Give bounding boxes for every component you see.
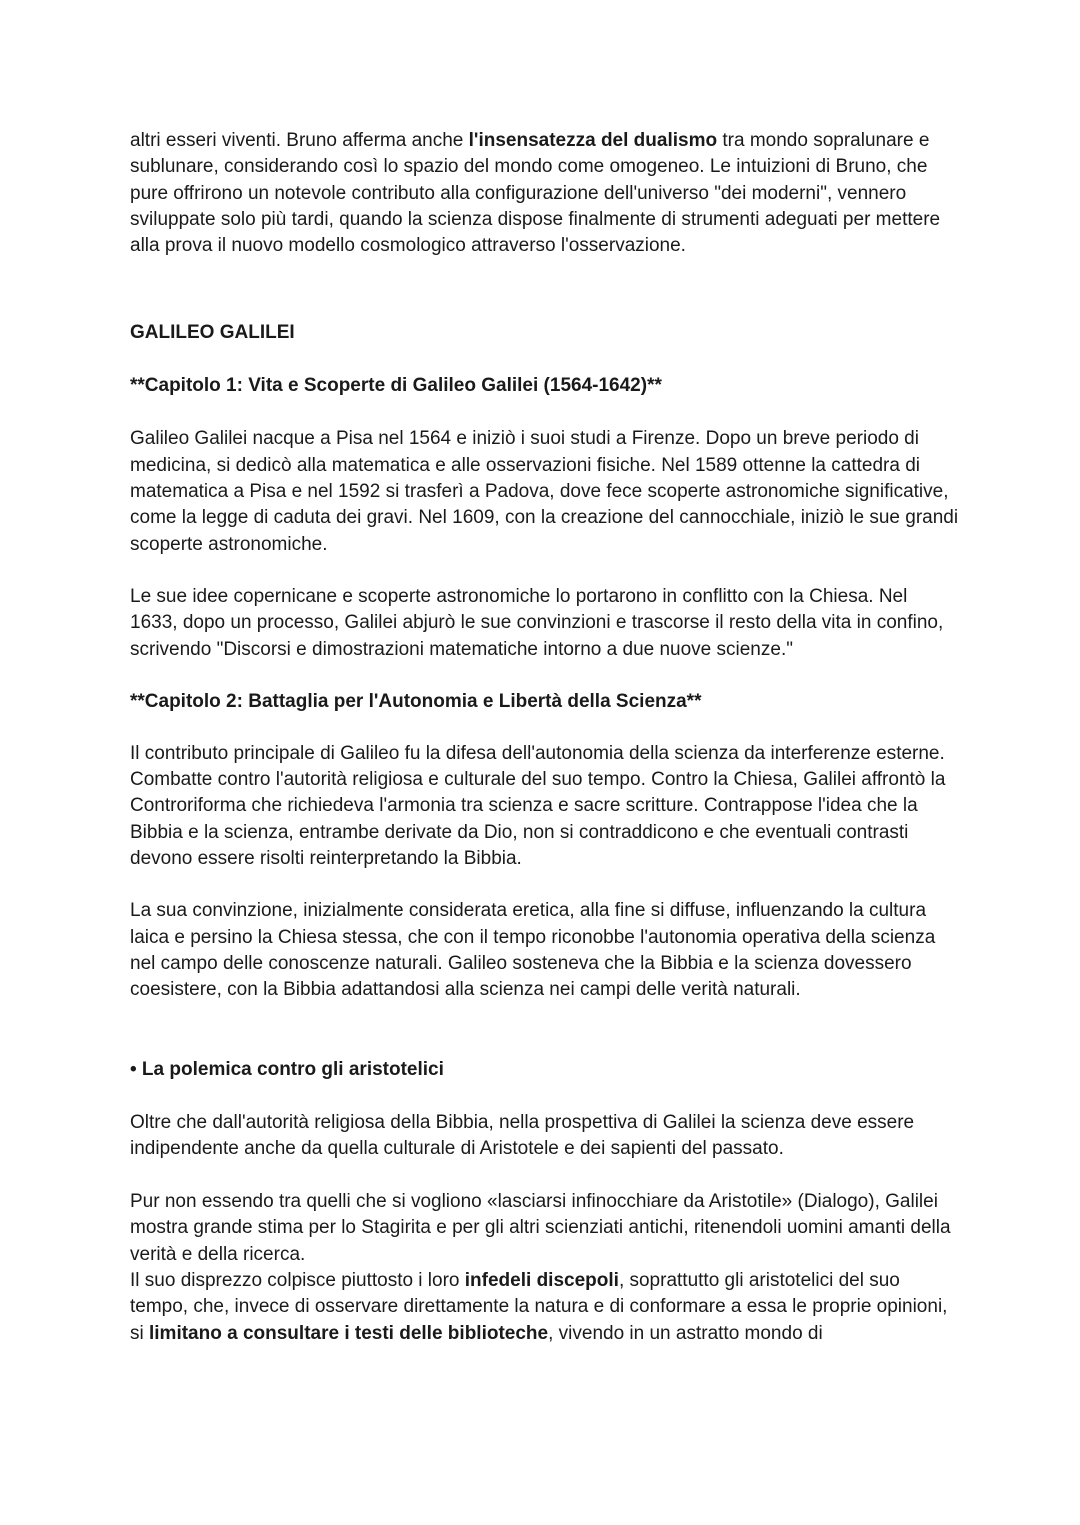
chapter-2-title: **Capitolo 2: Battaglia per l'Autonomia e Libertà della Scienza** bbox=[130, 690, 702, 712]
bruno-text-2: tra mondo sopralunare e sublunare, considerando così lo spazio del mondo come omogeneo. Le intuizioni di Bruno, che pure offrirono un notevole contributo alla configurazione dell'universo "dei moderni", vennero sviluppate solo più tardi, quando la scienza dispose finalmente di strumenti adeguati per mettere alla prova il nuovo modello cosmologico attraverso l'osservazione. bbox=[130, 130, 941, 257]
polemica-bold-infedeli: infedeli discepoli bbox=[464, 1270, 619, 1292]
bruno-paragraph bbox=[130, 128, 960, 259]
polemica-title: • La polemica contro gli aristotelici bbox=[130, 1058, 444, 1080]
polemica-text-1: Il suo disprezzo colpisce piuttosto i loro bbox=[130, 1270, 465, 1292]
polemica-text-2: , soprattutto gli aristotelici del suo tempo, che, invece di osservare direttamente la natura e di conformare a essa le proprie opinioni, si bbox=[130, 1270, 948, 1344]
bruno-bold-dualismo: l'insensatezza del dualismo bbox=[468, 130, 718, 151]
polemica-paragraph-2: Pur non essendo tra quelli che si vogliono «lasciarsi infinocchiare da Aristotile» (Dialogo), Galilei mostra grande stima per lo Stagirita e per gli altri scienziati antichi, ritenendoli uomini amanti della verità e della ricerca. bbox=[130, 1191, 951, 1265]
polemica-paragraph-1: Oltre che dall'autorità religiosa della Bibbia, nella prospettiva di Galilei la scienza deve essere indipendente anche da quella culturale di Aristotele e dei sapienti del passato. bbox=[130, 1111, 915, 1159]
polemica-text-3: , vivendo in un astratto mondo di bbox=[548, 1322, 823, 1344]
chapter-1-paragraph-1: Galileo Galilei nacque a Pisa nel 1564 e iniziò i suoi studi a Firenze. Dopo un breve periodo di medicina, si dedicò alla matematica e alle osservazioni fisiche. Nel 1589 ottenne la cattedra di matematica a Pisa e nel 1592 si trasferì a Padova, dove fece scoperte astronomiche significative, come la legge di caduta dei gravi. Nel 1609, con la creazione del cannocchiale, iniziò le sue grandi scoperte astronomiche. bbox=[130, 428, 959, 555]
polemica-paragraph-3 bbox=[130, 1268, 960, 1347]
chapter-1-title: **Capitolo 1: Vita e Scoperte di Galileo Galilei (1564-1642)** bbox=[130, 375, 662, 397]
chapter-1-paragraph-2: Le sue idee copernicane e scoperte astronomiche lo portarono in conflitto con la Chiesa. Nel 1633, dopo un processo, Galilei abjurò le sue convinzioni e trascorse il resto della vita in confino, scrivendo "Discorsi e dimostrazioni matematiche intorno a due nuove scienze." bbox=[130, 585, 944, 660]
document-page bbox=[130, 128, 960, 1347]
polemica-bold-biblioteche: limitano a consultare i testi delle biblioteche bbox=[149, 1322, 549, 1344]
chapter-2-paragraph-1: Il contributo principale di Galileo fu la difesa dell'autonomia della scienza da interferenze esterne. Combatte contro l'autorità religiosa e culturale del suo tempo. Contro la Chiesa, Galilei affrontò la Controriforma che richiedeva l'armonia tra scienza e sacre scritture. Contrappose l'idea che la Bibbia e la scienza, entrambe derivate da Dio, non si contraddicono e che eventuali contrasti devono essere risolti reinterpretando la Bibbia. bbox=[130, 742, 946, 870]
chapter-2-paragraph-2: La sua convinzione, inizialmente considerata eretica, alla fine si diffuse, influenzando la cultura laica e persino la Chiesa stessa, che con il tempo riconobbe l'autonomia operativa della scienza nel campo delle conoscenze naturali. Galileo sosteneva che la Bibbia e la scienza dovessero coesistere, con la Bibbia adattandosi alla scienza nei campi delle verità naturali. bbox=[130, 900, 936, 1001]
bruno-text-1: altri esseri viventi. Bruno afferma anche bbox=[130, 130, 469, 151]
section-title-galileo: GALILEO GALILEI bbox=[130, 322, 295, 344]
